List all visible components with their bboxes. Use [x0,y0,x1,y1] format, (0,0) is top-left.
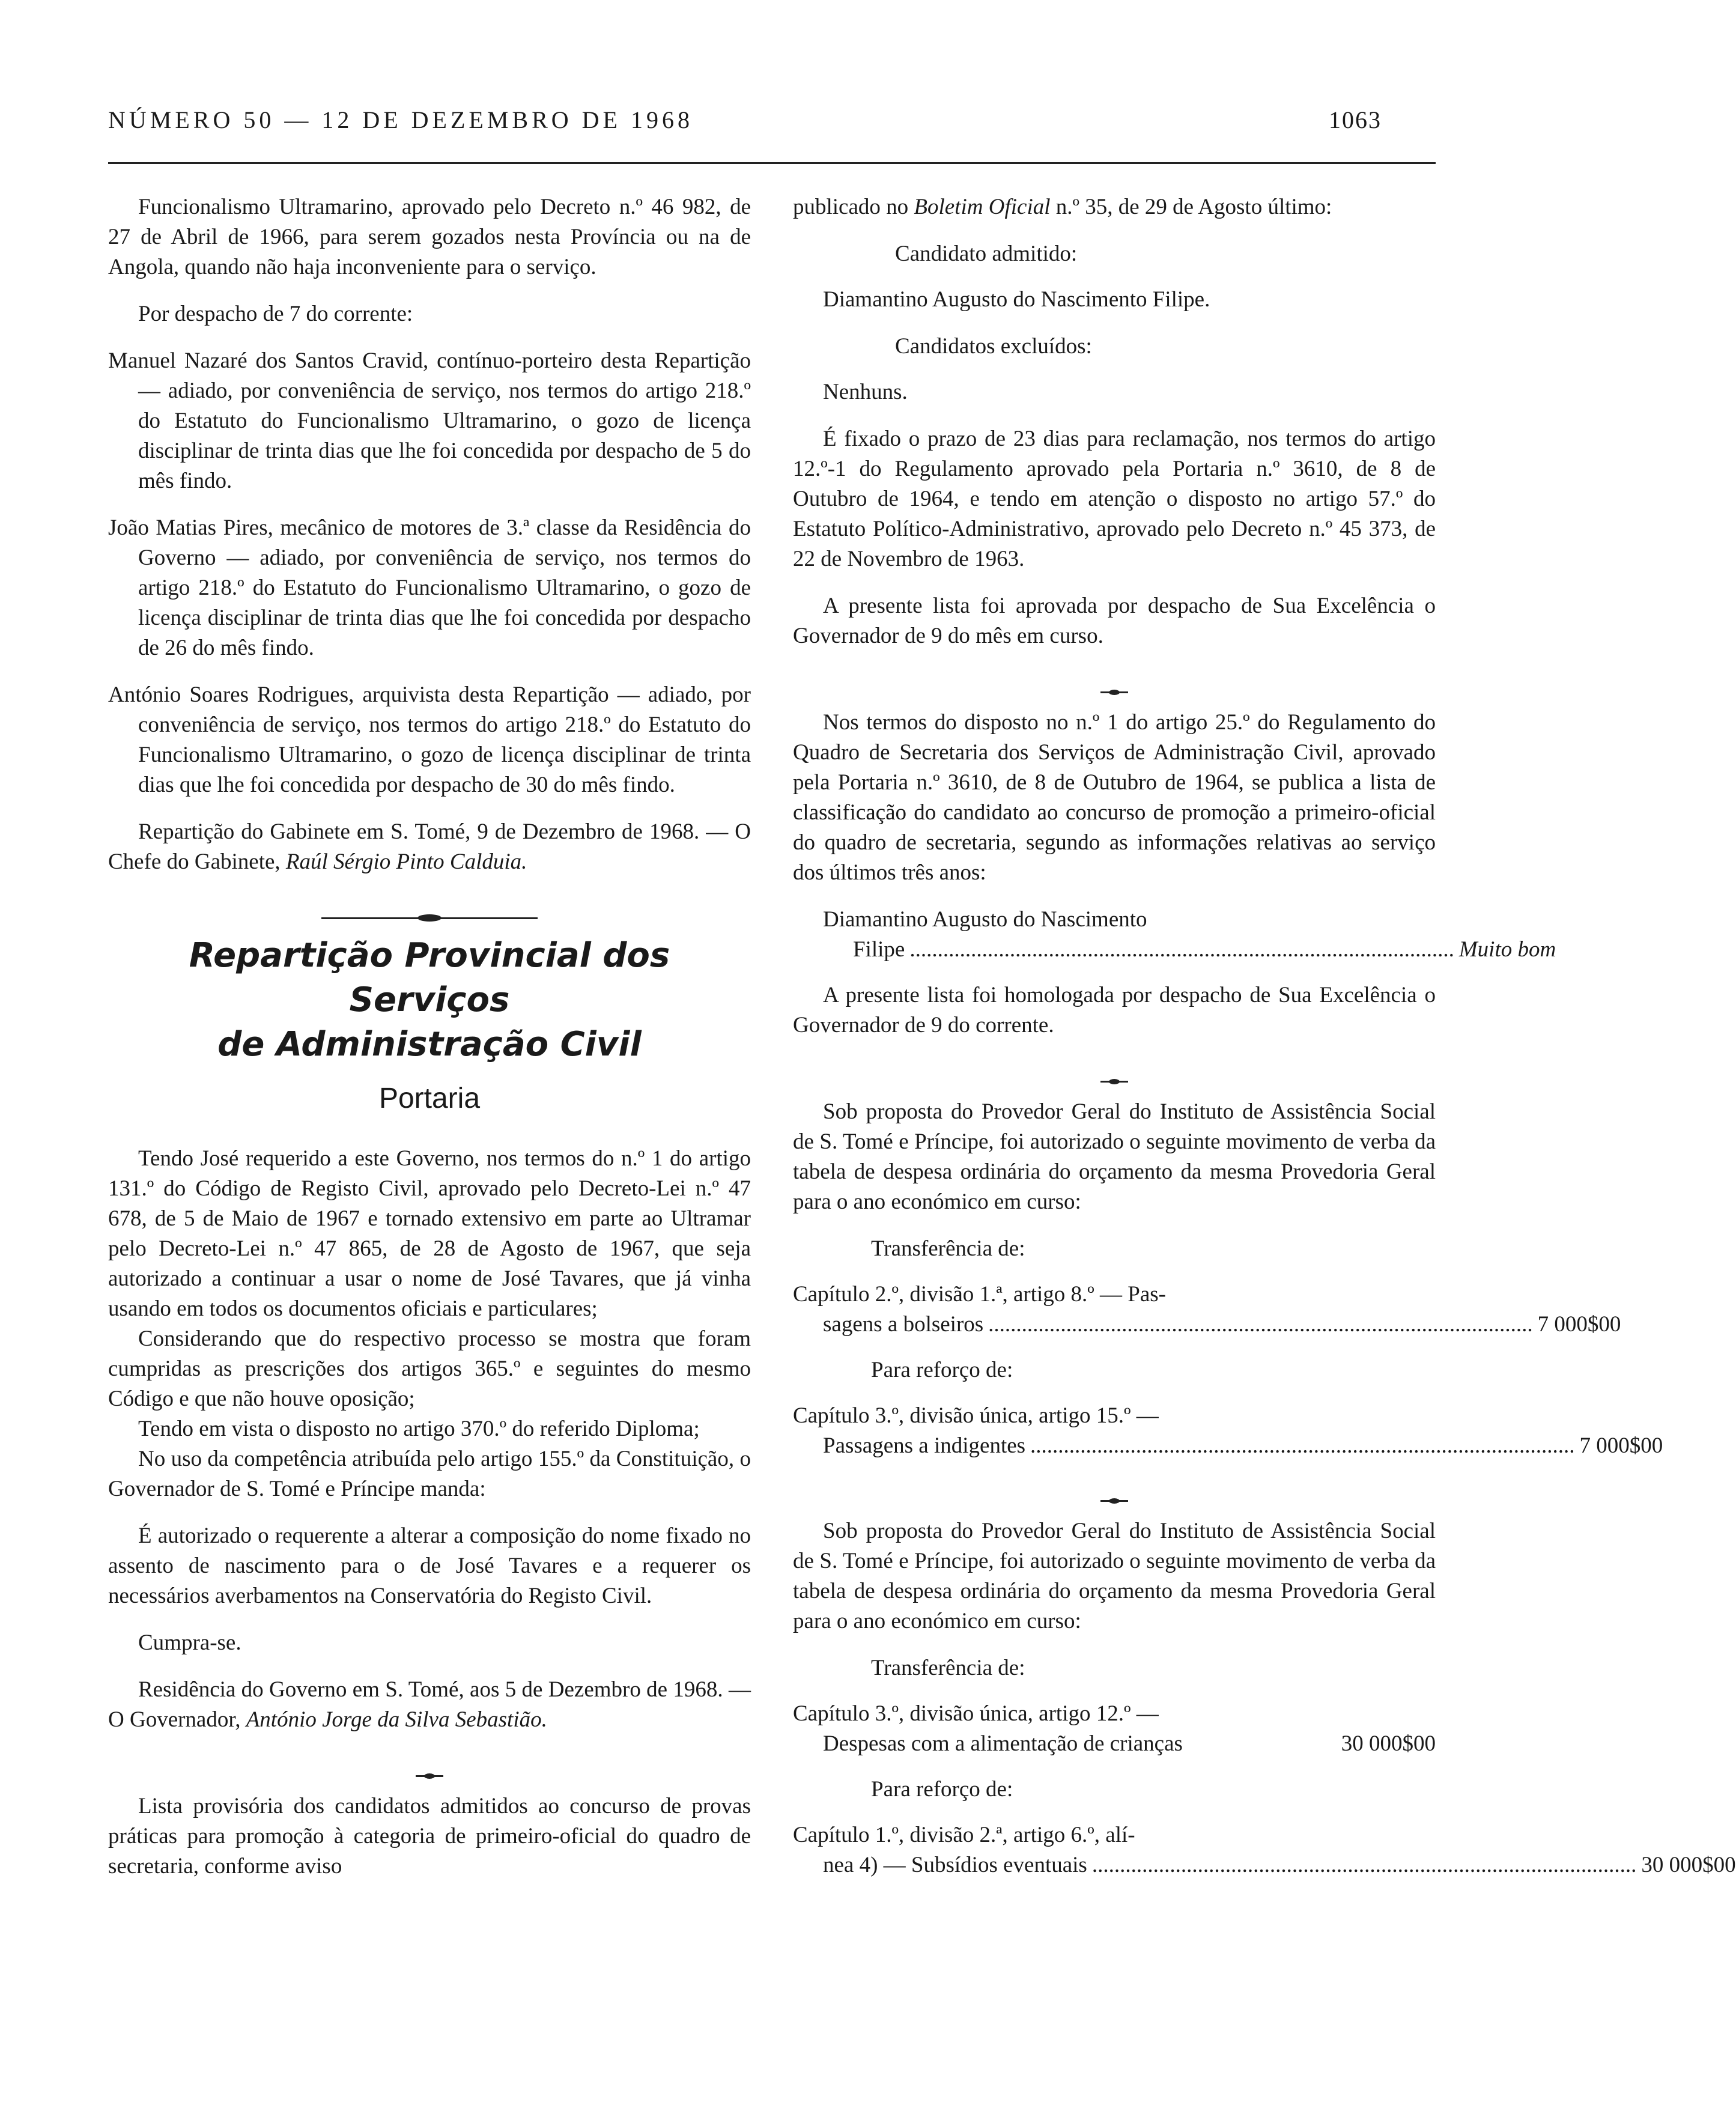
leader-dots: .................................................................................................. [909,937,1454,962]
paragraph [793,192,1436,222]
entry-label: Capítulo 3.º, divisão única, artigo 12.º — [793,1701,1159,1726]
section-title [108,934,751,1067]
entry-name-cont: Filipe [853,937,905,962]
leader-dots: .................................................................................................. [988,1312,1533,1337]
list-item: António Soares Rodrigues, arquivista desta Repartição — adiado, por conveniência de serviço, nos termos do artigo 218.º do Estatuto do Funcionalismo Ultramarino, o gozo de licença disciplinar de trinta dias que lhe foi concedida por despacho de 30 do mês findo. [108,682,751,797]
signature-text: Repartição do Gabinete em S. Tomé, 9 de Dezembro de 1968. — O Chefe do Gabinete, [108,819,751,874]
paragraph: A presente lista foi aprovada por despacho de Sua Excelência o Governador de 9 do mês em curso. [793,594,1436,648]
entry-label-cont: nea 4) — Subsídios eventuais [823,1853,1087,1877]
separator [793,1477,1436,1495]
entry-label: Capítulo 1.º, divisão 2.ª, artigo 6.º, alí- [793,1823,1135,1847]
entry-amount: 30 000$00 [1341,1731,1436,1756]
text-run: publicado no [793,195,914,219]
signature-name: António Jorge da Silva Sebastião. [246,1707,547,1732]
signature-paragraph [108,817,751,877]
signature-paragraph [108,1675,751,1735]
entry-label: Capítulo 2.º, divisão 1.ª, artigo 8.º — Pas- [793,1282,1166,1307]
entry-value: Muito bom [1458,937,1556,962]
separator [793,668,1436,686]
separator [793,1057,1436,1075]
paragraph: Lista provisória dos candidatos admitidos ao concurso de provas práticas para promoção à categoria de primeiro-oficial do quadro de secretaria, conforme aviso [108,1794,751,1879]
paragraph: A presente lista foi homologada por despacho de Sua Excelência o Governador de 9 do corrente. [793,983,1436,1037]
entry-amount: 7 000$00 [1579,1433,1663,1458]
text-run: n.º 35, de 29 de Agosto último: [1050,195,1332,219]
entry-amount: 30 000$00 [1641,1853,1736,1877]
entry-label-cont: Passagens a indigentes [823,1433,1026,1458]
paragraph: Tendo em vista o disposto no artigo 370.º do referido Diploma; [138,1417,700,1441]
paragraph: É autorizado o requerente a alterar a composição do nome fixado no assento de nascimento para o de José Tavares e a requerer os necessários averbamentos na Conservatória do Registo Civil. [108,1523,751,1608]
paragraph: Sob proposta do Provedor Geral do Instituto de Assistência Social de S. Tomé e Príncipe, foi autorizado o seguinte movimento de verba da tabela de despesa ordinária do orçamento da mesma Provedoria Geral para o ano económico em curso: [793,1099,1436,1214]
signature-name: Raúl Sérgio Pinto Calduia. [285,849,527,874]
list-item: João Matias Pires, mecânico de motores de 3.ª classe da Residência do Governo — adiado, por conveniência de serviço, nos termos do artigo 218.º do Estatuto do Funcionalismo Ultramarino, o gozo de licença disciplinar de trinta dias que lhe foi concedida por despacho de 26 do mês findo. [108,515,751,660]
paragraph: Considerando que do respectivo processo se mostra que foram cumpridas as prescrições dos artigos 365.º e seguintes do mesmo Código e que não houve oposição; [108,1326,751,1411]
paragraph: Nenhuns. [823,380,908,404]
paragraph: Cumpra-se. [138,1630,241,1655]
paragraph: Funcionalismo Ultramarino, aprovado pelo Decreto n.º 46 982, de 27 de Abril de 1966, para serem gozados nesta Província ou na de Angola, quando não haja inconveniente para o serviço. [108,195,751,279]
paragraph: No uso da competência atribuída pelo artigo 155.º da Constituição, o Governador de S. Tomé e Príncipe manda: [108,1447,751,1501]
entry-label-cont: Despesas com a alimentação de crianças [823,1731,1183,1756]
entry-label-cont: sagens a bolseiros [823,1312,984,1337]
paragraph: Diamantino Augusto do Nascimento Filipe. [823,287,1210,312]
budget-entry [793,1401,1663,1461]
section-title-line: Repartição Provincial dos Serviços [189,936,670,1019]
portaria-title: Portaria [378,1083,481,1114]
page-number: 1063 [1329,106,1382,133]
paragraph: Por despacho de 7 do corrente: [138,302,413,326]
publication-name: Boletim Oficial [914,195,1051,219]
leader-dots: .................................................................................................. [1091,1853,1637,1877]
right-column [793,192,1736,1896]
subheading: Candidato admitido: [895,241,1078,266]
section-title-line: de Administração Civil [217,1025,642,1064]
paragraph: Sob proposta do Provedor Geral do Instituto de Assistência Social de S. Tomé e Príncipe, foi autorizado o seguinte movimento de verba da tabela de despesa ordinária do orçamento da mesma Provedoria Geral para o ano económico em curso: [793,1519,1436,1633]
subheading: Transferência de: [871,1236,1025,1261]
subheading: Candidatos excluídos: [895,334,1092,359]
subheading: Transferência de: [871,1656,1025,1680]
signature-text: Residência do Governo em S. Tomé, aos 5 de Dezembro de 1968. — O Governador, [108,1677,751,1732]
separator [108,894,751,912]
header-rule [108,162,1436,164]
issue-line: NÚMERO 50 — 12 DE DEZEMBRO DE 1968 [108,106,693,133]
paragraph: Tendo José requerido a este Governo, nos termos do n.º 1 do artigo 131.º do Código de Registo Civil, aprovado pelo Decreto-Lei n.º 47 678, de 5 de Maio de 1967 e tornado extensivo em parte ao Ultramar pelo Decreto-Lei n.º 47 865, de 28 de Agosto de 1967, que seja autorizado a continuar a usar o nome de José Tavares, que já vinha usando em todos os documentos oficiais e particulares; [108,1146,751,1321]
paragraph: É fixado o prazo de 23 dias para reclamação, nos termos do artigo 12.º-1 do Regulamento aprovado pela Portaria n.º 3610, de 8 de Outubro de 1964, e tendo em atenção o disposto no artigo 57.º do Estatuto Político-Administrativo, aprovado pelo Decreto n.º 45 373, de 22 de Novembro de 1963. [793,427,1436,571]
budget-entry [793,1699,1436,1759]
entry-label: Capítulo 3.º, divisão única, artigo 15.º — [793,1403,1159,1428]
paragraph: Nos termos do disposto no n.º 1 do artigo 25.º do Regulamento do Quadro de Secretaria dos Serviços de Administração Civil, aprovado pela Portaria n.º 3610, de 8 de Outubro de 1964, se publica a lista de classificação do candidato ao concurso de promoção a primeiro-oficial do quadro de secretaria, segundo as informações relativas ao serviço dos últimos três anos: [793,710,1436,885]
left-column [108,192,751,1898]
list-item: Manuel Nazaré dos Santos Cravid, contínuo-porteiro desta Repartição — adiado, por conveniência de serviço, nos termos do artigo 218.º do Estatuto do Funcionalismo Ultramarino, o gozo de licença disciplinar de trinta dias que lhe foi concedida por despacho de 5 do mês findo. [108,348,751,493]
entry-amount: 7 000$00 [1537,1312,1621,1337]
budget-entry [793,1820,1736,1880]
separator [108,1752,751,1770]
subheading: Para reforço de: [871,1777,1013,1802]
budget-entry [793,1280,1621,1340]
page-header [108,106,1382,142]
subheading: Para reforço de: [871,1358,1013,1382]
classification-entry [793,905,1556,965]
leader-dots: .................................................................................................. [1030,1433,1575,1458]
entry-name: Diamantino Augusto do Nascimento [823,907,1147,932]
